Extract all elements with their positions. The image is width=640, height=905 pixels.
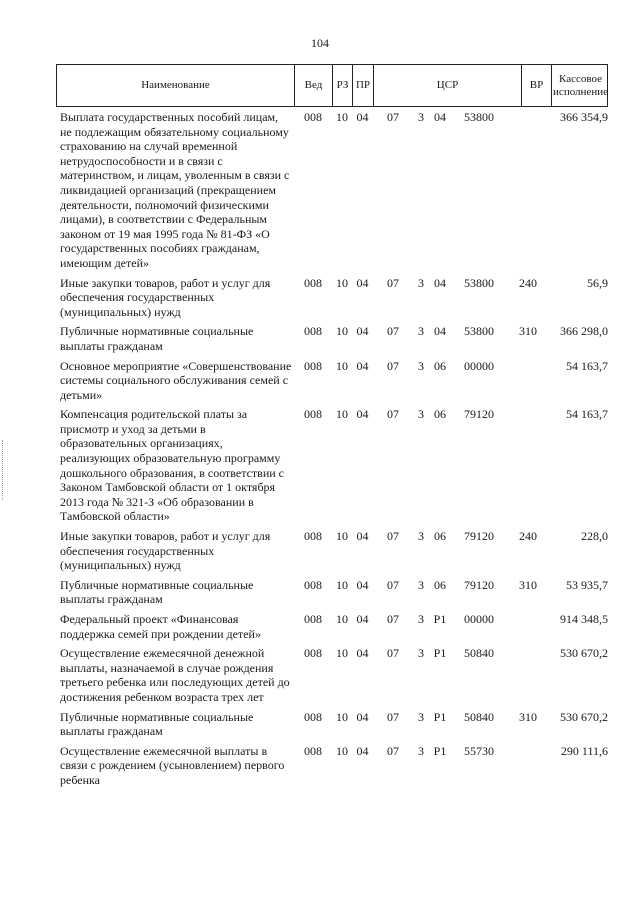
row-csr-program: 07 [387, 358, 399, 373]
row-vr: 310 [519, 324, 537, 339]
table-row [56, 529, 616, 573]
row-amount: 53 935,7 [566, 577, 608, 592]
row-csr-event: 04 [434, 324, 446, 339]
row-csr-subprogram: 3 [418, 743, 424, 758]
row-csr-subprogram: 3 [418, 709, 424, 724]
row-pr: 04 [356, 577, 369, 592]
row-pr: 04 [356, 646, 369, 661]
row-name: Осуществление ежемесячной денежной выплаты, назначаемой в случае рождения третьего ребенка или последующих детей до достижения ребенком возраста трех лет [60, 646, 290, 704]
row-csr-direction: 50840 [464, 709, 494, 724]
table-row [56, 359, 616, 403]
row-csr-event: 06 [434, 577, 446, 592]
page-number: 104 [311, 36, 329, 50]
row-csr-event: Р1 [433, 612, 447, 626]
row-name: Публичные нормативные социальные выплаты гражданам [60, 577, 254, 607]
row-rz: 10 [336, 743, 348, 758]
row-rz: 10 [336, 529, 348, 544]
row-csr-direction: 53800 [464, 275, 494, 290]
row-csr-event: Р1 [433, 646, 447, 661]
row-csr-program: 07 [387, 529, 399, 544]
row-csr-direction: 55730 [464, 743, 494, 758]
row-csr-event: Р1 [433, 743, 447, 758]
row-pr: 04 [356, 110, 369, 124]
row-csr-program: 07 [387, 646, 399, 661]
row-rz: 10 [336, 324, 348, 339]
table-row [56, 276, 616, 320]
row-csr-subprogram: 3 [418, 110, 424, 124]
table-row [56, 407, 616, 524]
row-csr-direction: 00000 [464, 612, 494, 626]
row-csr-event: 04 [434, 110, 446, 124]
row-ved: 008 [304, 743, 322, 758]
row-vr [507, 359, 549, 403]
row-csr-subprogram: 3 [418, 275, 424, 290]
row-csr-program: 07 [387, 612, 399, 626]
row-csr-event: 06 [434, 407, 446, 422]
row-amount: 228,0 [581, 529, 608, 544]
row-ved: 008 [304, 709, 322, 724]
row-amount: 366 354,9 [560, 110, 608, 124]
row-ved: 008 [304, 358, 322, 373]
row-csr-direction: 00000 [464, 358, 494, 373]
row-csr-program: 07 [387, 577, 399, 592]
row-pr: 04 [356, 709, 369, 724]
row-name: Выплата государственных пособий лицам, не подлежащим обязательному социальному страхованию на случай временной нетрудоспособности и в связи с материнством, и лицам, уволенным в связи с ликвидацией организаций (прекращением деятельности, полномочий физическими лицами), в соответствии с Федеральным законом от 19 мая 1995 года № 81-ФЗ «О государственных пособиях гражданам, имеющим детей» [60, 110, 290, 270]
row-name: Иные закупки товаров, работ и услуг для обеспечения государственных (муниципальных) нужд [60, 529, 271, 573]
header-ved: Вед [295, 65, 333, 106]
row-csr-program: 07 [387, 709, 399, 724]
table-row [56, 744, 616, 788]
table-header [56, 64, 608, 107]
row-rz: 10 [336, 275, 348, 290]
row-pr: 04 [356, 324, 369, 339]
row-rz: 10 [336, 709, 348, 724]
row-amount: 914 348,5 [560, 612, 608, 626]
row-csr-direction: 53800 [464, 324, 494, 339]
row-pr: 04 [356, 407, 369, 422]
header-name: Наименование [57, 65, 295, 106]
table-row [56, 710, 616, 739]
row-vr [507, 612, 549, 641]
table-row [56, 578, 616, 607]
table-row [56, 646, 616, 704]
table-row [56, 324, 616, 353]
row-name: Осуществление ежемесячной выплаты в связи с рождением (усыновлением) первого ребенка [60, 743, 285, 787]
row-csr-event: 06 [434, 529, 446, 544]
row-ved: 008 [304, 612, 322, 626]
row-vr: 310 [519, 709, 537, 724]
row-csr-event: 04 [434, 275, 446, 290]
row-csr-direction: 53800 [464, 110, 494, 124]
row-csr-subprogram: 3 [418, 646, 424, 661]
row-amount: 290 111,6 [560, 743, 608, 758]
row-csr-program: 07 [387, 743, 399, 758]
row-vr: 240 [519, 275, 537, 290]
row-csr-program: 07 [387, 407, 399, 422]
row-vr: 310 [519, 577, 537, 592]
row-pr: 04 [356, 529, 369, 544]
row-pr: 04 [356, 743, 369, 758]
row-amount: 54 163,7 [566, 407, 608, 422]
row-amount: 530 670,2 [560, 709, 608, 724]
header-vr: ВР [522, 65, 552, 106]
row-ved: 008 [304, 110, 322, 124]
row-ved: 008 [304, 407, 322, 422]
row-rz: 10 [336, 110, 348, 124]
row-name: Иные закупки товаров, работ и услуг для обеспечения государственных (муниципальных) нужд [60, 275, 271, 319]
row-csr-direction: 79120 [464, 529, 494, 544]
row-pr: 04 [356, 358, 369, 373]
row-csr-subprogram: 3 [418, 529, 424, 544]
row-ved: 008 [304, 529, 322, 544]
row-vr [507, 744, 549, 788]
row-vr [507, 646, 549, 704]
table-row [56, 110, 616, 271]
row-pr: 04 [356, 275, 369, 290]
table-row [56, 612, 616, 641]
row-vr: 240 [519, 529, 537, 544]
table-body [56, 110, 616, 793]
row-csr-direction: 79120 [464, 577, 494, 592]
row-rz: 10 [336, 612, 348, 626]
row-vr [507, 407, 549, 524]
row-amount: 54 163,7 [566, 358, 608, 373]
row-ved: 008 [304, 275, 322, 290]
row-csr-direction: 79120 [464, 407, 494, 422]
row-pr: 04 [356, 612, 369, 626]
row-csr-program: 07 [387, 324, 399, 339]
row-name: Основное мероприятие «Совершенствование системы социального обслуживания семей с детьми» [60, 358, 292, 402]
row-rz: 10 [336, 407, 348, 422]
row-csr-subprogram: 3 [418, 358, 424, 373]
row-rz: 10 [336, 358, 348, 373]
header-csr: ЦСР [374, 65, 522, 106]
row-csr-program: 07 [387, 275, 399, 290]
row-csr-subprogram: 3 [418, 324, 424, 339]
row-name: Публичные нормативные социальные выплаты гражданам [60, 709, 254, 739]
row-rz: 10 [336, 577, 348, 592]
header-pr: ПР [353, 65, 374, 106]
row-ved: 008 [304, 324, 322, 339]
row-amount: 366 298,0 [560, 324, 608, 339]
header-rz: РЗ [333, 65, 353, 106]
row-csr-event: 06 [434, 358, 446, 373]
row-vr [507, 110, 549, 271]
row-csr-event: Р1 [433, 709, 447, 724]
row-name: Федеральный проект «Финансовая поддержка семей при рождении детей» [60, 612, 261, 641]
row-amount: 56,9 [587, 275, 608, 290]
row-csr-subprogram: 3 [418, 612, 424, 626]
row-csr-subprogram: 3 [418, 407, 424, 422]
header-amount: Кассовое исполнение [553, 72, 608, 98]
row-csr-program: 07 [387, 110, 399, 124]
row-name: Компенсация родительской платы за присмотр и уход за детьми в образовательных организациях, реализующих образовательную программу дошкольного образования, в соответствии с Законом Тамбовской области от 1 октября 2013 года № 321-З «Об образовании в Тамбовской области» [60, 407, 285, 524]
row-rz: 10 [336, 646, 348, 661]
row-ved: 008 [304, 646, 322, 661]
row-csr-direction: 50840 [464, 646, 494, 661]
row-csr-subprogram: 3 [418, 577, 424, 592]
scan-margin-marks [2, 440, 6, 500]
row-ved: 008 [304, 577, 322, 592]
row-name: Публичные нормативные социальные выплаты гражданам [60, 324, 254, 353]
row-amount: 530 670,2 [560, 646, 608, 661]
